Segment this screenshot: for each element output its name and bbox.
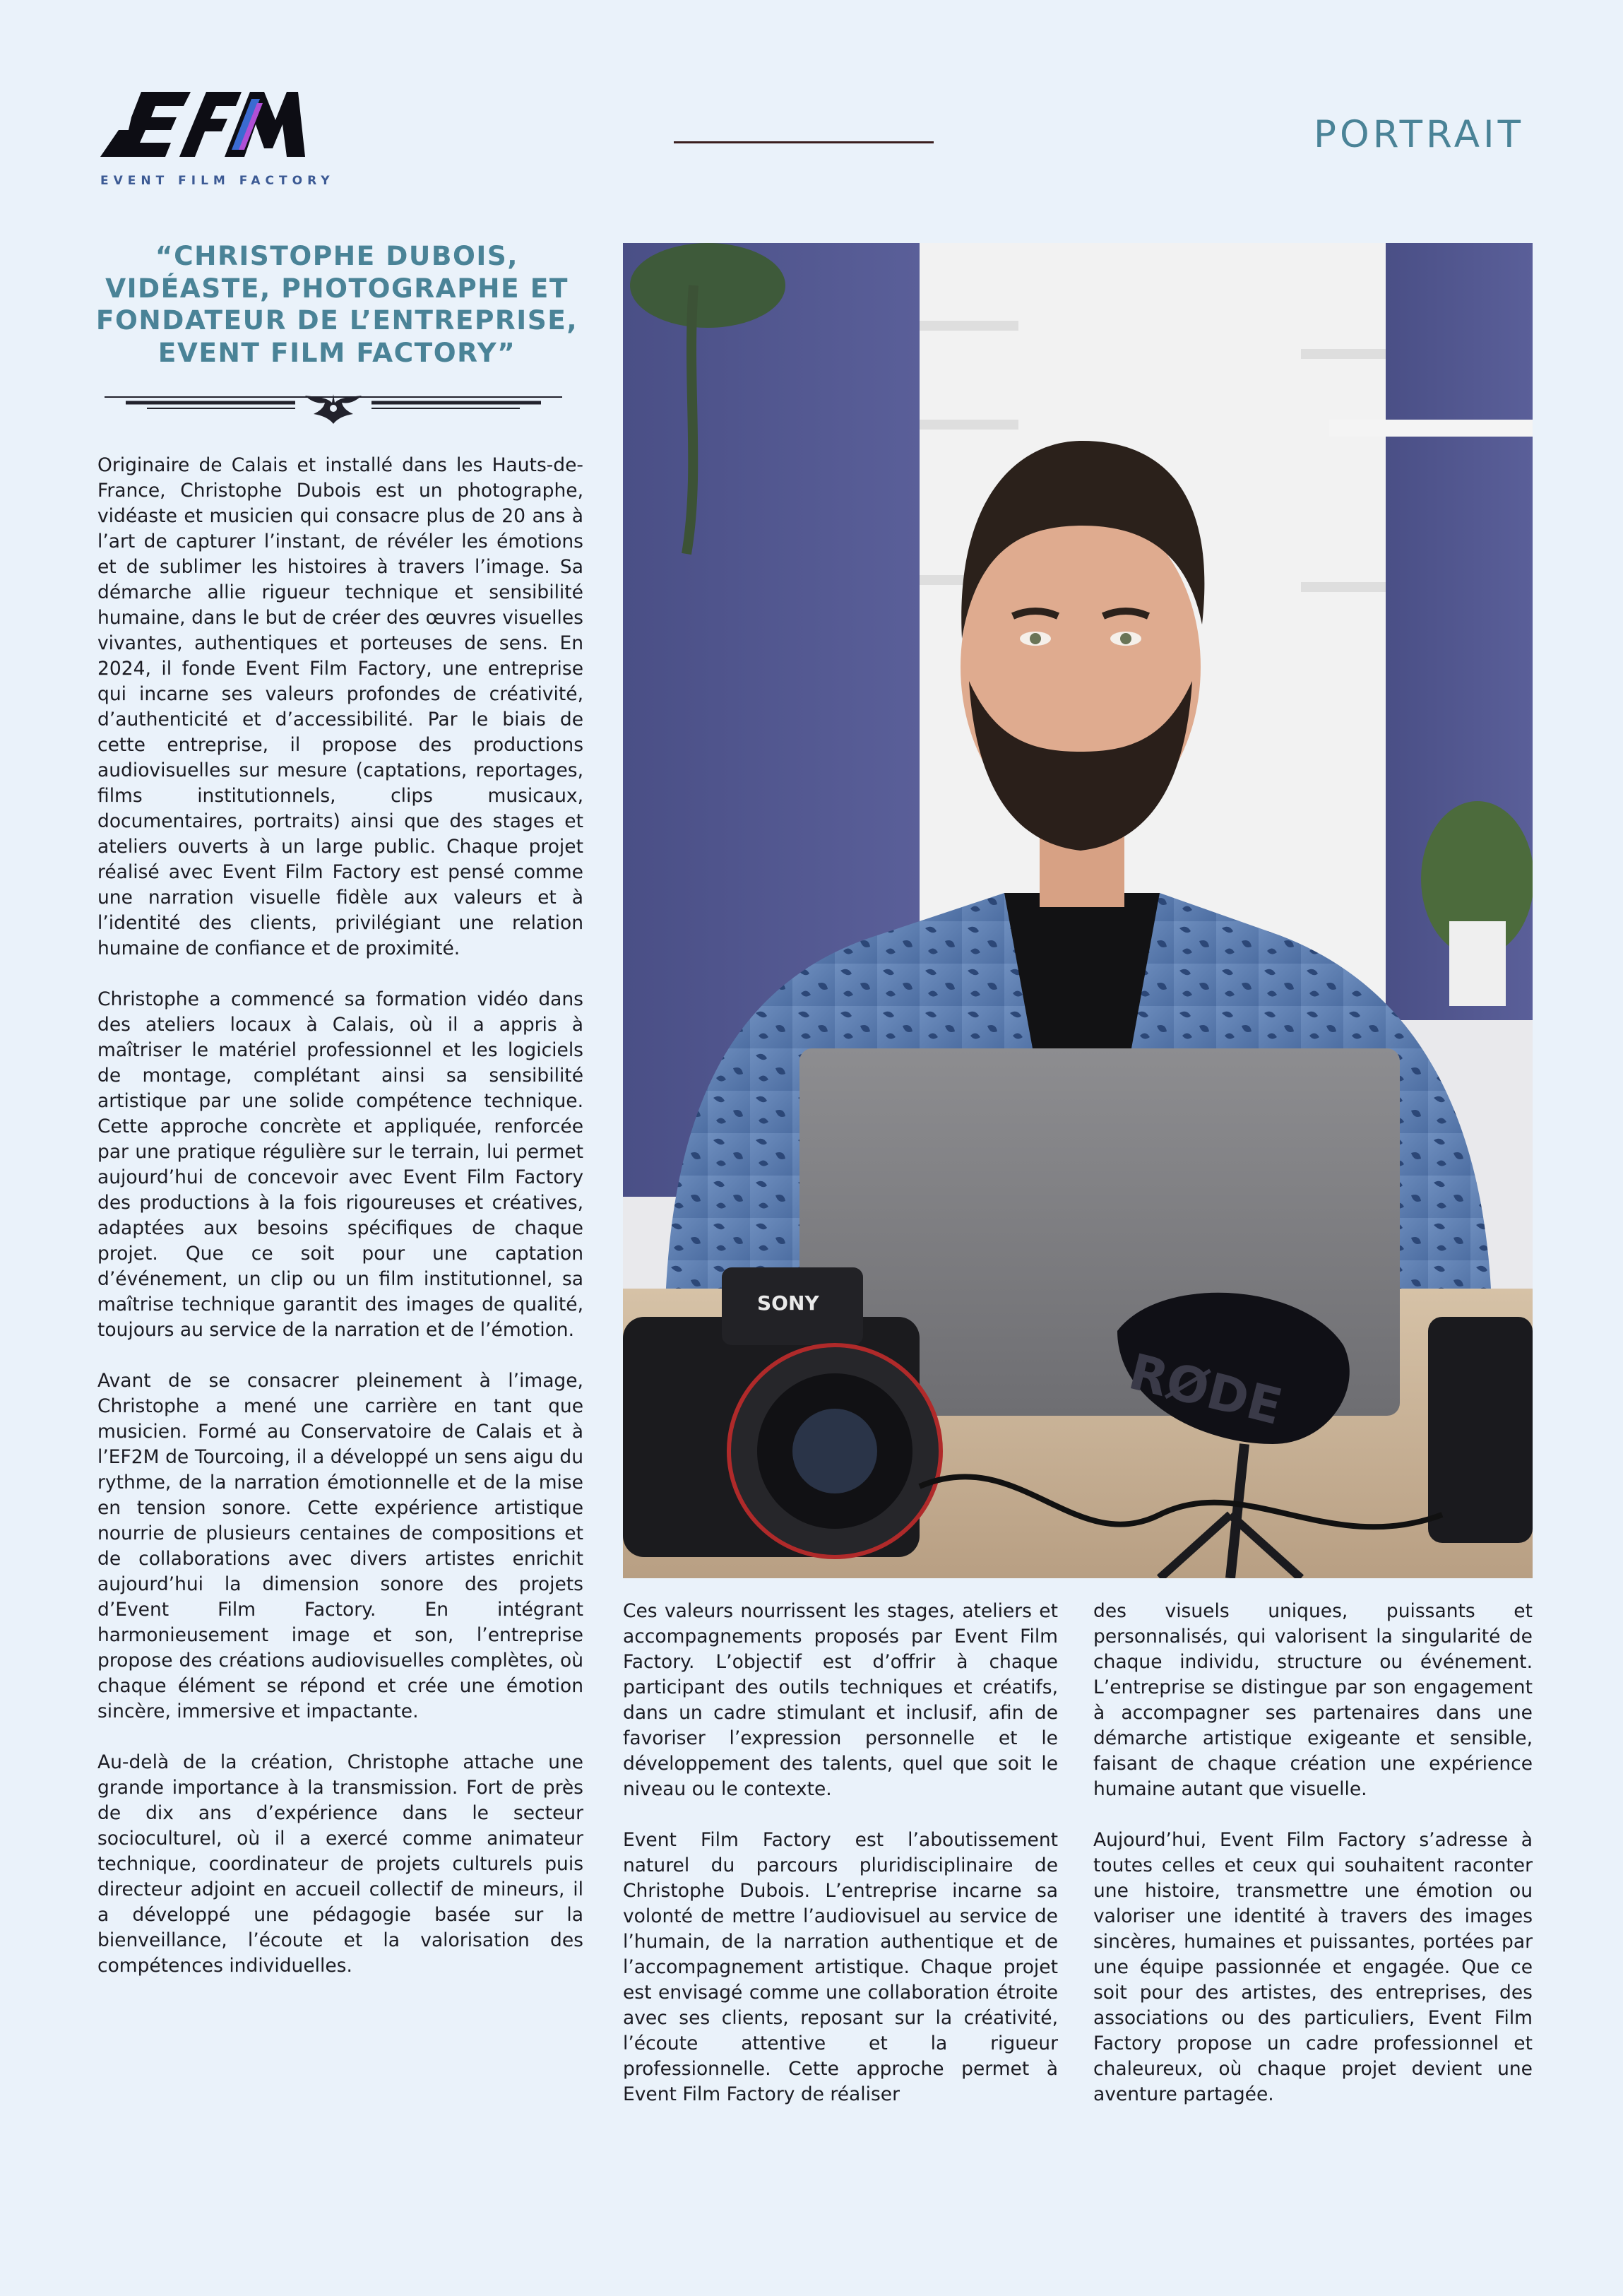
ornament-divider: [105, 387, 562, 427]
section-label: PORTRAIT: [1314, 113, 1524, 156]
logo-text: EVENT FILM FACTORY: [100, 174, 335, 188]
headline: [93, 240, 581, 369]
headline-line: EVENT FILM FACTORY”: [157, 336, 516, 368]
article-paragraph: Originaire de Calais et installé dans les Hauts-de-France, Christophe Dubois est un photographe, vidéaste et musicien qui consacre plus de 20 ans à l’art de capturer l’instant, de révéler les émotions et de sublimer les histoires à travers l’image. Sa démarche allie rigueur technique et sensibilité humaine, dans le but de créer des œuvres visuelles vivantes, authentiques et porteuses de sens. En 2024, il fonde Event Film Factory, une entreprise qui incarne ses valeurs profondes de créativité, d’authenticité et d’accessibilité. Par le biais de cette entreprise, il propose des productions audiovisuelles sur mesure (captations, reportages, films institutionnels, clips musicaux, documentaires, portraits) ainsi que des stages et ateliers ouverts à un large public. Chaque projet réalisé avec Event Film Factory est pensé comme une narration visuelle fidèle aux valeurs et à l’identité des clients, privilégiant une relation humaine de confiance et de proximité.: [97, 454, 583, 959]
portrait-photo: [623, 243, 1533, 1578]
header-divider: [674, 141, 934, 143]
article-paragraph: Au-delà de la création, Christophe attache une grande importance à la transmission. Fort de près de dix ans d’expérience dans le secteur socioculturel, où il a exercé comme animateur technique, coordinateur de projets culturels puis directeur adjoint en accueil collectif de mineurs, il a développé une pédagogie basée sur la bienveillance, l’écoute et la valorisation des compétences individuelles.: [97, 1751, 583, 1977]
headline-line: “CHRISTOPHE DUBOIS,: [155, 240, 519, 271]
article-paragraph: Ces valeurs nourrissent les stages, ateliers et accompagnements proposés par Event Film Factory. L’objectif est d’offrir à chaque participant des outils techniques et créatifs, dans un cadre stimulant et inclusif, afin de favoriser l’expression personnelle et le développement des talents, quel que soit le niveau ou le contexte.: [623, 1600, 1058, 1800]
mic-brand-text: RØDE: [1123, 1342, 1288, 1437]
article-column-left: [97, 453, 583, 2004]
headline-line: FONDATEUR DE L’ENTREPRISE,: [95, 304, 578, 336]
headline-line: VIDÉASTE, PHOTOGRAPHE ET: [105, 272, 569, 304]
article-paragraph: Christophe a commencé sa formation vidéo dans des ateliers locaux à Calais, où il a appris à maîtriser le matériel professionnel et les logiciels de montage, complétant ainsi sa sensibilité artistique par une solide compétence technique. Cette approche concrète et appliquée, renforcée par une pratique régulière sur le terrain, lui permet aujourd’hui de concevoir avec Event Film Factory des productions à la fois rigoureuses et créatives, adaptées aux besoins spécifiques de chaque projet. Que ce soit pour une captation d’événement, un clip ou un film institutionnel, sa maîtrise technique garantit des images de qualité, toujours au service de la narration et de l’émotion.: [97, 988, 583, 1341]
eagle-icon: [305, 394, 362, 424]
article-paragraph: Aujourd’hui, Event Film Factory s’adresse à toutes celles et ceux qui souhaitent raconter une histoire, transmettre une émotion ou valoriser une identité à travers des images sincères, humaines et puissantes, portées par une équipe passionnée et engagée. Que ce soit pour des artistes, des entreprises, des associations ou des particuliers, Event Film Factory propose un cadre professionnel et chaleureux, où chaque projet devient une aventure partagée.: [1093, 1829, 1533, 2105]
article-paragraph: des visuels uniques, puissants et personnalisés, qui valorisent la singularité de chaque individu, structure ou événement. L’entreprise se distingue par son engagement à accompagner ses partenaires dans une démarche artistique exigeante et sensible, faisant de chaque création une expérience humaine autant que visuelle.: [1093, 1600, 1533, 1800]
camera-brand-text: SONY: [757, 1291, 819, 1315]
article-paragraph: Event Film Factory est l’aboutissement naturel du parcours pluridisciplinaire de Christophe Dubois. L’entreprise incarne sa volonté de mettre l’audiovisuel au service de l’humain, de la narration authentique et de l’accompagnement artistique. Chaque projet est envisagé comme une collaboration étroite avec ses clients, reposant sur la créativité, l’écoute attentive et la rigueur professionnelle. Cette approche permet à Event Film Factory de réaliser: [623, 1829, 1058, 2105]
efm-logo-mark: [100, 89, 305, 172]
article-column-middle: [623, 1599, 1058, 2133]
article-paragraph: Avant de se consacrer pleinement à l’image, Christophe a mené une carrière en tant que musicien. Formé au Conservatoire de Calais et à l’EF2M de Tourcoing, il a développé un sens aigu du rythme, de la narration émotionnelle et de la mise en tension sonore. Cette expérience artistique nourrie de plusieurs centaines de compositions et de collaborations avec divers artistes enrichit aujourd’hui la dimension sonore des projets d’Event Film Factory. En intégrant harmonieusement image et son, l’entreprise propose des créations audiovisuelles complètes, où chaque élément se répond et crée une émotion sincère, immersive et impactante.: [97, 1370, 583, 1722]
article-column-right: [1093, 1599, 1533, 2133]
company-logo: [100, 89, 335, 195]
